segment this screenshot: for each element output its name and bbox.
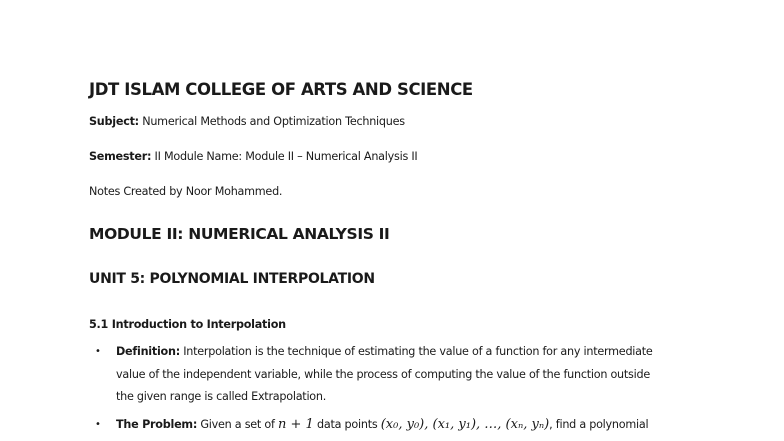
unit-heading: UNIT 5: POLYNOMIAL INTERPOLATION (89, 271, 375, 287)
module-heading: MODULE II: NUMERICAL ANALYSIS II (89, 225, 390, 243)
math-n-plus-one: n + 1 (277, 417, 314, 432)
college-title: JDT ISLAM COLLEGE OF ARTS AND SCIENCE (89, 80, 473, 99)
definition-label: Definition: (116, 345, 180, 358)
problem-text-post: , find a polynomial (549, 418, 649, 431)
bullet-marker: • (95, 419, 101, 430)
math-data-points: (x₀, y₀), (x₁, y₁), …, (xₙ, yₙ) (380, 417, 550, 432)
notes-credit: Notes Created by Noor Mohammed. (89, 185, 283, 198)
definition-line-3: the given range is called Extrapolation. (116, 390, 327, 403)
definition-line-1 (116, 345, 653, 358)
problem-text-pre: Given a set of (197, 418, 278, 431)
subject-label: Subject: (89, 115, 139, 128)
semester-line (89, 150, 417, 163)
definition-text-1: Interpolation is the technique of estimating the value of a function for any intermediate (179, 345, 653, 358)
section-heading: 5.1 Introduction to Interpolation (89, 318, 286, 331)
bullet-marker: • (95, 346, 101, 357)
problem-label: The Problem: (116, 418, 198, 431)
definition-line-2: value of the independent variable, while the process of computing the value of the function outside (116, 368, 650, 381)
subject-value: Numerical Methods and Optimization Techniques (138, 115, 405, 128)
semester-value: II Module Name: Module II – Numerical Analysis II (151, 150, 418, 163)
problem-text-mid: data points (313, 418, 381, 431)
subject-line (89, 115, 405, 128)
semester-label: Semester: (89, 150, 152, 163)
problem-line-1 (116, 417, 648, 432)
